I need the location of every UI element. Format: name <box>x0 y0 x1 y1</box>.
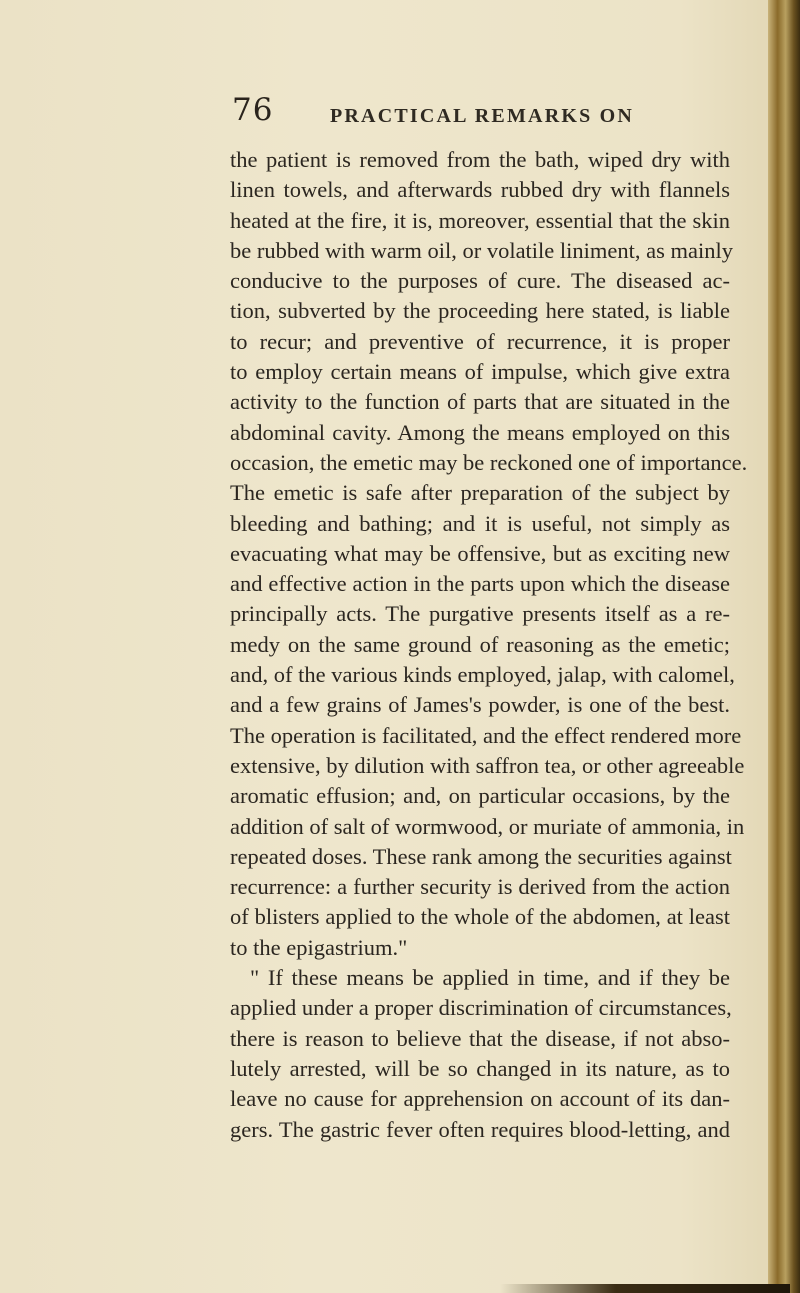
text-line: be rubbed with warm oil, or volatile liniment, as mainly <box>230 237 734 263</box>
text-line: medy on the same ground of reasoning as the emetic; <box>230 631 730 657</box>
text-line: addition of salt of wormwood, or muriate of ammonia, in <box>230 813 745 839</box>
text-line: principally acts. The purgative presents itself as a re- <box>230 601 730 627</box>
text-line: extensive, by dilution with saffron tea, or other agreeable <box>230 752 745 778</box>
text-line: and, of the various kinds employed, jalap, with calomel, <box>230 662 735 688</box>
body-text <box>230 145 748 1145</box>
page-number: 76 <box>232 92 274 128</box>
text-line: there is reason to believe that the disease, if not abso- <box>230 1025 730 1051</box>
text-line: and effective action in the parts upon which the disease <box>230 571 730 597</box>
text-line: abdominal cavity. Among the means employed on this <box>230 419 730 445</box>
text-line: to employ certain means of impulse, which give extra <box>230 359 730 385</box>
text-line: heated at the fire, it is, moreover, essential that the skin <box>230 207 730 233</box>
text-line: lutely arrested, will be so changed in its nature, as to <box>230 1055 730 1081</box>
text-line: to recur; and preventive of recurrence, it is proper <box>230 328 730 354</box>
text-line: recurrence: a further security is derived from the action <box>230 874 730 900</box>
bottom-rule <box>500 1284 790 1293</box>
page-edge <box>768 0 800 1293</box>
text-line: occasion, the emetic may be reckoned one of importance. <box>230 449 748 475</box>
text-line: " If these means be applied in time, and if they be <box>250 965 730 991</box>
page-header <box>232 92 712 136</box>
text-line: conducive to the purposes of cure. The diseased ac- <box>230 268 730 294</box>
text-line: The emetic is safe after preparation of the subject by <box>230 480 730 506</box>
text-line: evacuating what may be offensive, but as exciting new <box>230 540 730 566</box>
text-line: the patient is removed from the bath, wiped dry with <box>230 147 730 172</box>
text-line: tion, subverted by the proceeding here stated, is liable <box>230 298 730 324</box>
text-line: activity to the function of parts that are situated in the <box>230 389 730 415</box>
text-line: gers. The gastric fever often requires blood-letting, and <box>230 1116 730 1142</box>
text-line: and a few grains of James's powder, is one of the best. <box>230 692 730 718</box>
text-line: linen towels, and afterwards rubbed dry with flannels <box>230 177 730 203</box>
text-line: applied under a proper discrimination of circumstances, <box>230 995 732 1021</box>
text-line: repeated doses. These rank among the securities against <box>230 843 732 869</box>
running-head: PRACTICAL REMARKS ON <box>330 105 635 127</box>
text-line: aromatic effusion; and, on particular occasions, by the <box>230 783 730 809</box>
text-line: of blisters applied to the whole of the abdomen, at least <box>230 904 730 930</box>
text-line: bleeding and bathing; and it is useful, not simply as <box>230 510 730 536</box>
text-line: leave no cause for apprehension on account of its dan- <box>230 1086 730 1112</box>
text-line: The operation is facilitated, and the effect rendered more <box>230 722 742 748</box>
text-line: to the epigastrium." <box>230 934 408 960</box>
